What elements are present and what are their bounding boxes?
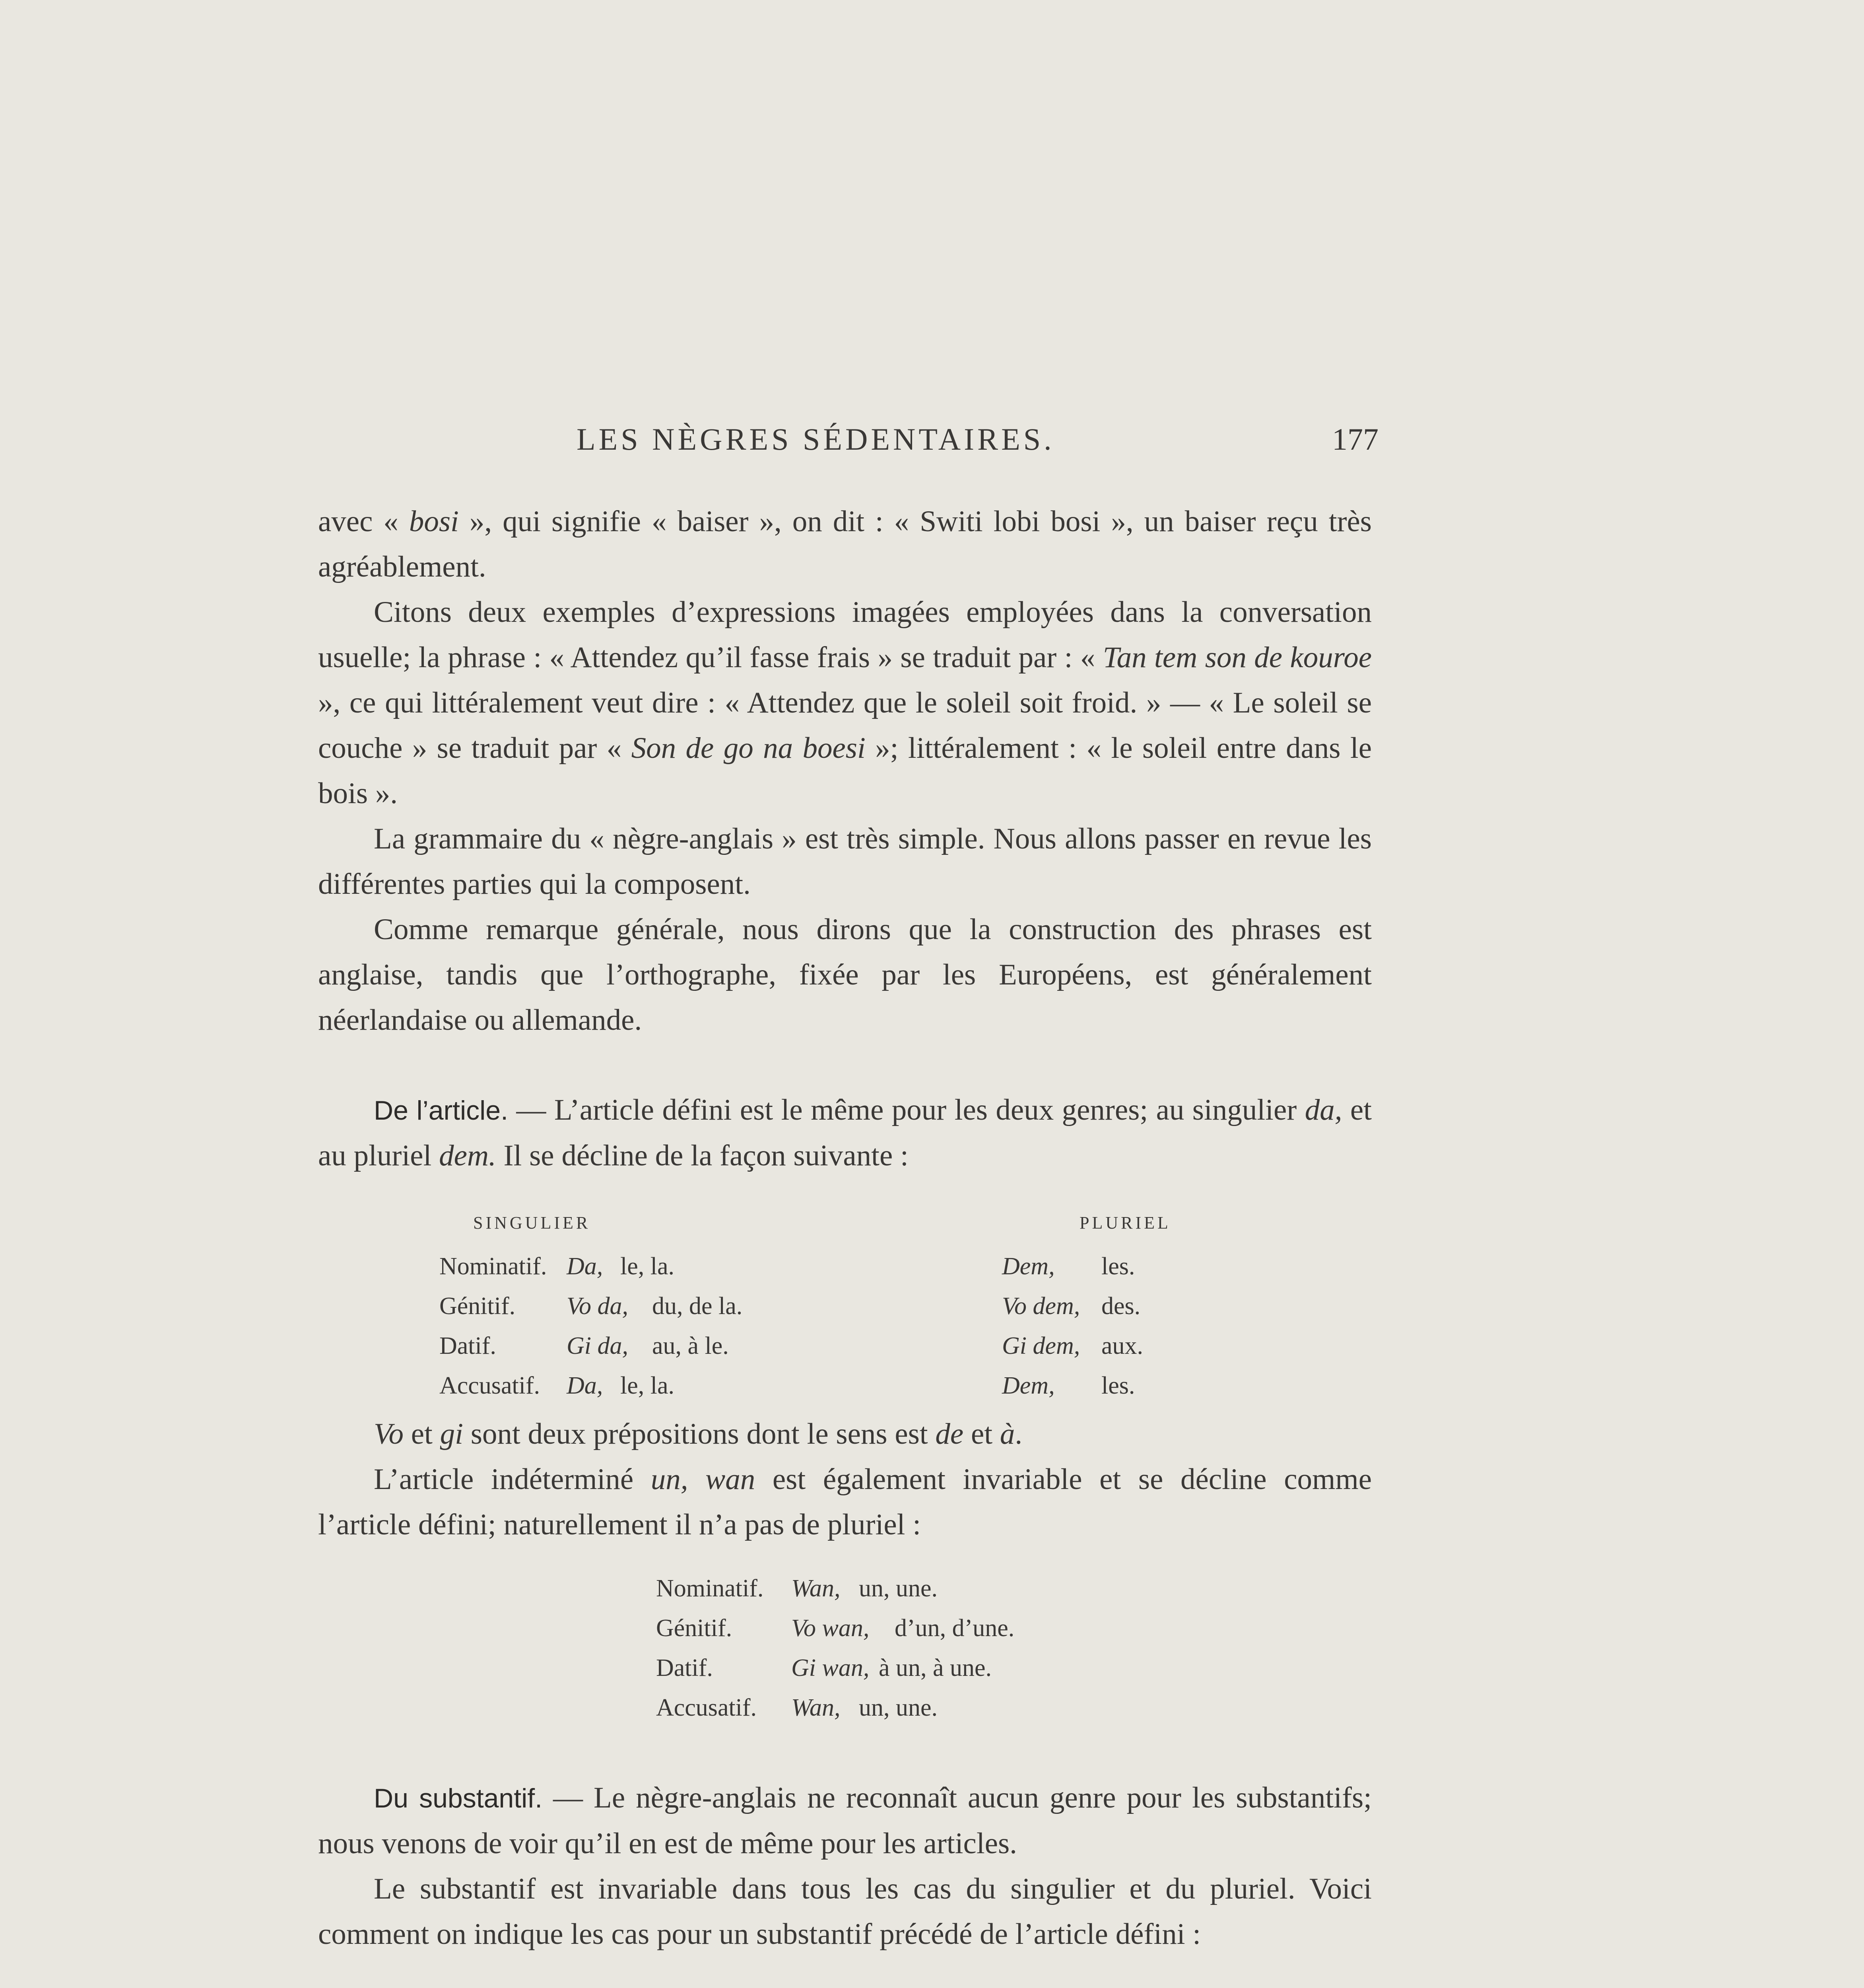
table-cell-case: Génitif. [439, 1293, 516, 1320]
table-cell-form: Wan, [791, 1694, 841, 1721]
paragraph-prepositions [318, 1411, 1372, 1457]
text-run: avec « [318, 505, 409, 538]
table-cell-case: Nominatif. [656, 1575, 764, 1602]
column-head-singular: SINGULIER [473, 1213, 591, 1233]
table-cell-form: Vo da, [567, 1293, 628, 1320]
italic-term: dem. [439, 1139, 496, 1172]
text-run: Il se décline de la façon suivante : [496, 1139, 909, 1172]
table-cell-translation: d’un, d’une. [895, 1615, 1015, 1642]
text-run: Citons deux exemples d’expressions imagées employées dans la conversation usuelle; la phrase : « Attendez qu’il fasse frais » se traduit par : « [318, 596, 1372, 674]
intro-block [318, 499, 1372, 1043]
table-cell-form: Gi da, [567, 1332, 628, 1359]
paragraph-remark: Comme remarque générale, nous dirons que la construction des phrases est anglaise, tandis que l’orthographe, fixée par les Européens, est généralement néerlandaise ou allemande. [318, 913, 1372, 1037]
italic-term: bosi [409, 505, 459, 538]
italic-term: da, [1305, 1093, 1342, 1126]
running-title: LES NÈGRES SÉDENTAIRES. [577, 422, 1055, 456]
table-cell-case: Datif. [439, 1332, 496, 1359]
table-cell-translation: des. [1101, 1293, 1141, 1320]
section-heading-article: De l’article. [374, 1095, 508, 1126]
italic-term: à [1000, 1417, 1015, 1450]
table-cell-translation: le, la. [620, 1372, 674, 1399]
text-run: L’article indéterminé [374, 1463, 651, 1496]
text-run: — Le nègre-anglais ne reconnaît aucun genre pour les substantifs; nous venons de voir qu’il en est de même pour les articles. [318, 1781, 1372, 1860]
text-run: sont deux prépositions dont le sens est [463, 1417, 936, 1450]
italic-term: wan [705, 1463, 755, 1496]
text-run: et [963, 1417, 1000, 1450]
table-cell-translation: les. [1101, 1253, 1135, 1280]
italic-term: Tan tem son de kouroe [1103, 641, 1372, 674]
table-cell-case: Génitif. [656, 1615, 732, 1642]
italic-term: Vo [374, 1417, 404, 1450]
table-cell-case: Nominatif. [439, 1253, 547, 1280]
table-cell-form: Dem, [1002, 1253, 1055, 1280]
paragraph-grammar: La grammaire du « nègre-anglais » est très simple. Nous allons passer en revue les différentes parties qui la composent. [318, 822, 1372, 901]
table-cell-form: Da, [567, 1372, 603, 1399]
table-cell-form: Wan, [791, 1575, 841, 1602]
table-cell-translation: les. [1101, 1372, 1135, 1399]
table-cell-translation: un, une. [859, 1575, 938, 1602]
table-cell-translation: aux. [1101, 1332, 1144, 1359]
table-cell-case: Datif. [656, 1654, 713, 1681]
paragraph-substantive [318, 1775, 1372, 1866]
italic-term: de [935, 1417, 964, 1450]
table-cell-form: Dem, [1002, 1372, 1055, 1399]
table-cell-case: Accusatif. [656, 1694, 757, 1721]
paragraph-substantive-cases: Le substantif est invariable dans tous les cas du singulier et du pluriel. Voici comment on indique les cas pour un substantif précédé de l’article défini : [318, 1872, 1372, 1951]
table-cell-form: Gi wan, [791, 1654, 870, 1681]
italic-term: un, [650, 1463, 688, 1496]
table-cell-case: Accusatif. [439, 1372, 540, 1399]
italic-term: gi [440, 1417, 463, 1450]
table-cell-form: Vo wan, [791, 1615, 870, 1642]
prepositions-block [318, 1411, 1372, 1547]
table-cell-translation: au, à le. [652, 1332, 729, 1359]
text-run: »; littéralement : « le soleil entre dans le bois ». [318, 732, 1372, 810]
text-run: », qui signifie « baiser », on dit : « Switi lobi bosi », un baiser reçu très agréablement. [318, 505, 1372, 583]
text-run: — L’article défini est le même pour les deux genres; au singulier [508, 1093, 1305, 1126]
table-cell-form: Gi dem, [1002, 1332, 1080, 1359]
text-run: et au pluriel [318, 1093, 1372, 1172]
text-run [688, 1463, 706, 1496]
table-indefinite-article [0, 1574, 1864, 1734]
text-run: est également invariable et se décline comme l’article défini; naturellement il n’a pas de pluriel : [318, 1463, 1372, 1541]
text-run: », ce qui littéralement veut dire : « Attendez que le soleil soit froid. » — « Le soleil se couche » se traduit par « [318, 686, 1372, 765]
substantive-section [318, 1775, 1372, 1957]
italic-term: Son de go na boesi [631, 732, 866, 765]
article-section [318, 1087, 1372, 1178]
table-cell-translation: un, une. [859, 1694, 938, 1721]
paragraph-indefinite [318, 1457, 1372, 1547]
table-cell-form: Vo dem, [1002, 1293, 1080, 1320]
table-cell-form: Da, [567, 1253, 603, 1280]
table-definite-article [0, 1209, 1864, 1408]
page-number: 177 [1332, 422, 1379, 456]
text-run: et [404, 1417, 440, 1450]
page-header [0, 421, 1864, 469]
text-run: . [1015, 1417, 1023, 1450]
table-cell-translation: du, de la. [652, 1293, 743, 1320]
paragraph-bosi [318, 499, 1372, 590]
table-cell-translation: le, la. [620, 1253, 674, 1280]
paragraph-article [318, 1087, 1372, 1178]
paragraph-expressions [318, 590, 1372, 816]
table-cell-translation: à un, à une. [879, 1654, 992, 1681]
section-heading-substantive: Du substantif. [374, 1783, 543, 1813]
column-head-plural: PLURIEL [1080, 1213, 1171, 1233]
